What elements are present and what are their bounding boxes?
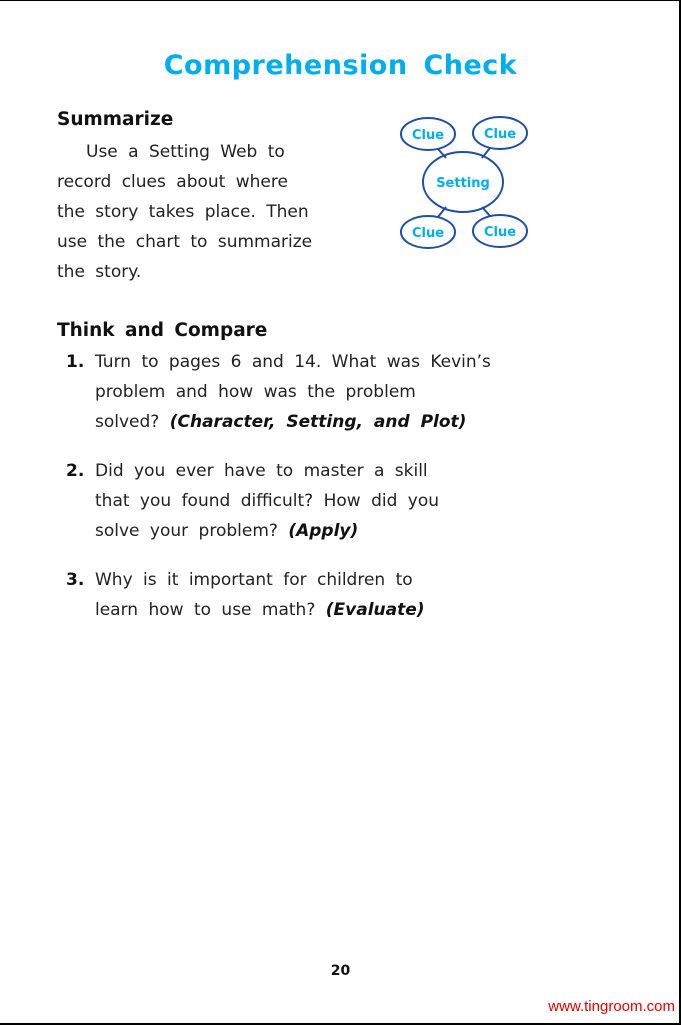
watermark-link[interactable]: www.tingroom.com xyxy=(548,998,675,1015)
summarize-line: record clues about where xyxy=(57,172,288,192)
question-number: 1. xyxy=(66,352,85,372)
question-line: Why is it important for children to xyxy=(95,570,413,590)
question-skill-tag: (Character, Setting, and Plot) xyxy=(169,412,467,432)
question-line: Did you ever have to master a skill xyxy=(95,461,428,481)
question-line: Turn to pages 6 and 14. What was Kevin’s xyxy=(95,352,491,372)
summarize-line: Use a Setting Web to xyxy=(86,142,285,162)
page-title: Comprehension Check xyxy=(163,50,518,81)
question-skill-tag: (Evaluate) xyxy=(325,600,425,620)
question-number: 3. xyxy=(66,570,85,590)
summarize-line: the story takes place. Then xyxy=(57,202,309,222)
summarize-heading: Summarize xyxy=(57,109,174,130)
clue-label: Clue xyxy=(483,225,517,240)
summarize-line: the story. xyxy=(57,262,142,282)
question-line: that you found difficult? How did you xyxy=(95,491,440,511)
think-compare-heading: Think and Compare xyxy=(57,320,268,341)
question-line: solve your problem? xyxy=(95,521,278,541)
clue-label: Clue xyxy=(411,226,445,241)
question-line: solved? xyxy=(95,412,160,432)
question-number: 2. xyxy=(66,461,85,481)
question-skill-tag: (Apply) xyxy=(288,521,359,541)
question-line: learn how to use math? xyxy=(95,600,316,620)
question-line: problem and how was the problem xyxy=(95,382,416,402)
clue-label: Clue xyxy=(411,128,445,143)
setting-web-diagram xyxy=(390,110,540,255)
summarize-line: use the chart to summarize xyxy=(57,232,313,252)
page-number: 20 xyxy=(330,963,351,979)
summarize-paragraph xyxy=(57,137,357,287)
clue-label: Clue xyxy=(483,127,517,142)
setting-label: Setting xyxy=(436,176,490,191)
